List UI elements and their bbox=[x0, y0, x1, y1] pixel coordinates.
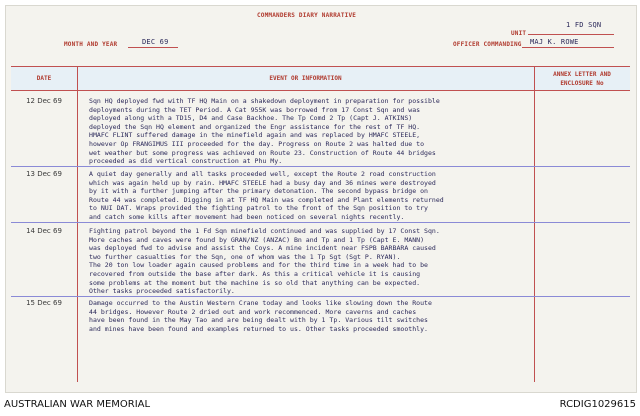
officer-underline bbox=[522, 47, 614, 48]
entry-line: deployed along with a TD15, D4 and Case Backhoe. The Tp Comd 2 Tp (Capt J. ATKINS) bbox=[89, 114, 413, 123]
entry-line: Route 44 was completed. Digging in at TF HQ Main was completed and Plant elements returned bbox=[89, 195, 444, 204]
entry-line: have been found in the May Tao and are being dealt with by 1 Tp. Various tilt switches bbox=[89, 316, 428, 325]
entry-line: two further casualties for the Sqn, one of whom was the 1 Tp Sgt (Sgt P. RYAN). bbox=[89, 252, 401, 261]
entry-date: 12 Dec 69 bbox=[26, 97, 62, 105]
col-event-header: EVENT OR INFORMATION bbox=[269, 75, 342, 82]
entry-line: and catch some kills after movement had been noticed on several nights recently. bbox=[89, 212, 405, 221]
entry-line: and mines have been found and examples returned to us. Other tasks proceeded smoothly. bbox=[89, 324, 428, 333]
entry-line: deployments during the TET Period. A Cat 955K was borrowed from 17 Const Sqn and was bbox=[89, 105, 421, 114]
entry-line: deployed the Sqn HQ element and organized the Engr assistance for the rest of TF HQ. bbox=[89, 122, 421, 131]
entry-date: 14 Dec 69 bbox=[26, 227, 62, 235]
entry-line: some problems at the moment but the machine is so old that anything can be expected. bbox=[89, 278, 421, 287]
footer-record-id: RCDIG1029615 bbox=[559, 399, 636, 410]
officer-label: OFFICER COMMANDING bbox=[453, 41, 522, 48]
entry-line: A quiet day generally and all tasks proceeded well, except the Route 2 road construction bbox=[89, 170, 436, 178]
table-top-border bbox=[11, 66, 630, 67]
entry-line: The 20 ton low loader again caused problems and for the third time in a week had to be bbox=[89, 261, 428, 270]
entry-line: by it with a further jumping after the primary detonation. The second bypass bridge on bbox=[89, 187, 428, 196]
col-annex-header-1: ANNEX LETTER AND bbox=[553, 71, 611, 78]
unit-value: 1 FD SQN bbox=[566, 21, 602, 29]
month-underline bbox=[128, 47, 178, 48]
diary-title: COMMANDERS DIARY NARRATIVE bbox=[257, 12, 357, 19]
entry-line: was deployed fwd to advise and assist the Coys. A mine incident near FSPB BARBARA caused bbox=[89, 244, 436, 253]
entry-text bbox=[89, 170, 535, 222]
entry-line: to NUI DAT. Wraps provided the fighting patrol to the front of the Sqn position to try bbox=[89, 204, 428, 213]
entry-line: wet weather but some progress was achieved on Route 23. Construction of Route 44 bridges bbox=[89, 148, 436, 157]
unit-underline bbox=[528, 34, 614, 35]
officer-value: MAJ K. ROWE bbox=[530, 38, 579, 46]
entry-separator bbox=[11, 296, 630, 297]
entry-line: which was again held up by rain. HMAFC STEELE had a busy day and 36 mines were destroyed bbox=[89, 178, 436, 187]
col-date-header: DATE bbox=[36, 75, 52, 82]
entry-line: Damage occurred to the Austin Western Crane today and looks like slowing down the Route bbox=[89, 299, 432, 307]
entry-separator bbox=[11, 166, 630, 167]
entry-text bbox=[89, 227, 535, 296]
col-annex-header-2: ENCLOSURE No bbox=[560, 80, 604, 87]
entry-line: More caches and caves were found by GRAN/NZ (ANZAC) Bn and Tp and 1 Tp (Capt E. MANN) bbox=[89, 235, 425, 244]
month-label: MONTH AND YEAR bbox=[64, 41, 118, 48]
entry-separator bbox=[11, 222, 630, 223]
entry-line: Fighting patrol beyond the 1 Fd Sqn minefield continued and was supplied by 17 Const Sqn. bbox=[89, 227, 440, 235]
entry-date: 13 Dec 69 bbox=[26, 170, 62, 178]
entry-line: recovered from outside the base after dark. As this a critical vehicle it is causing bbox=[89, 269, 421, 278]
entry-line: Sqn HQ deployed fwd with TF HQ Main on a shakedown deployment in preparation for possible bbox=[89, 97, 440, 105]
month-value: DEC 69 bbox=[142, 38, 169, 46]
entry-line: Other tasks proceeded satisfactorily. bbox=[89, 287, 235, 296]
column-divider-date bbox=[77, 66, 78, 382]
table-header-border bbox=[11, 90, 630, 91]
entry-line: however Op FRANGIMUS III proceeded for the day. Progress on Route 2 was halted due to bbox=[89, 139, 425, 148]
entry-line: proceeded as did vertical construction at Phu My. bbox=[89, 157, 283, 166]
entry-text bbox=[89, 299, 535, 333]
unit-label: UNIT bbox=[511, 30, 527, 37]
entry-date: 15 Dec 69 bbox=[26, 299, 62, 307]
entry-line: 44 bridges. However Route 2 dried out and work recommenced. More caverns and caches bbox=[89, 307, 417, 316]
entry-line: HMAFC FLINT suffered damage in the minefield again and was replaced by HMAFC STEELE, bbox=[89, 131, 421, 140]
footer-source: AUSTRALIAN WAR MEMORIAL bbox=[4, 399, 151, 410]
entry-text bbox=[89, 97, 535, 166]
